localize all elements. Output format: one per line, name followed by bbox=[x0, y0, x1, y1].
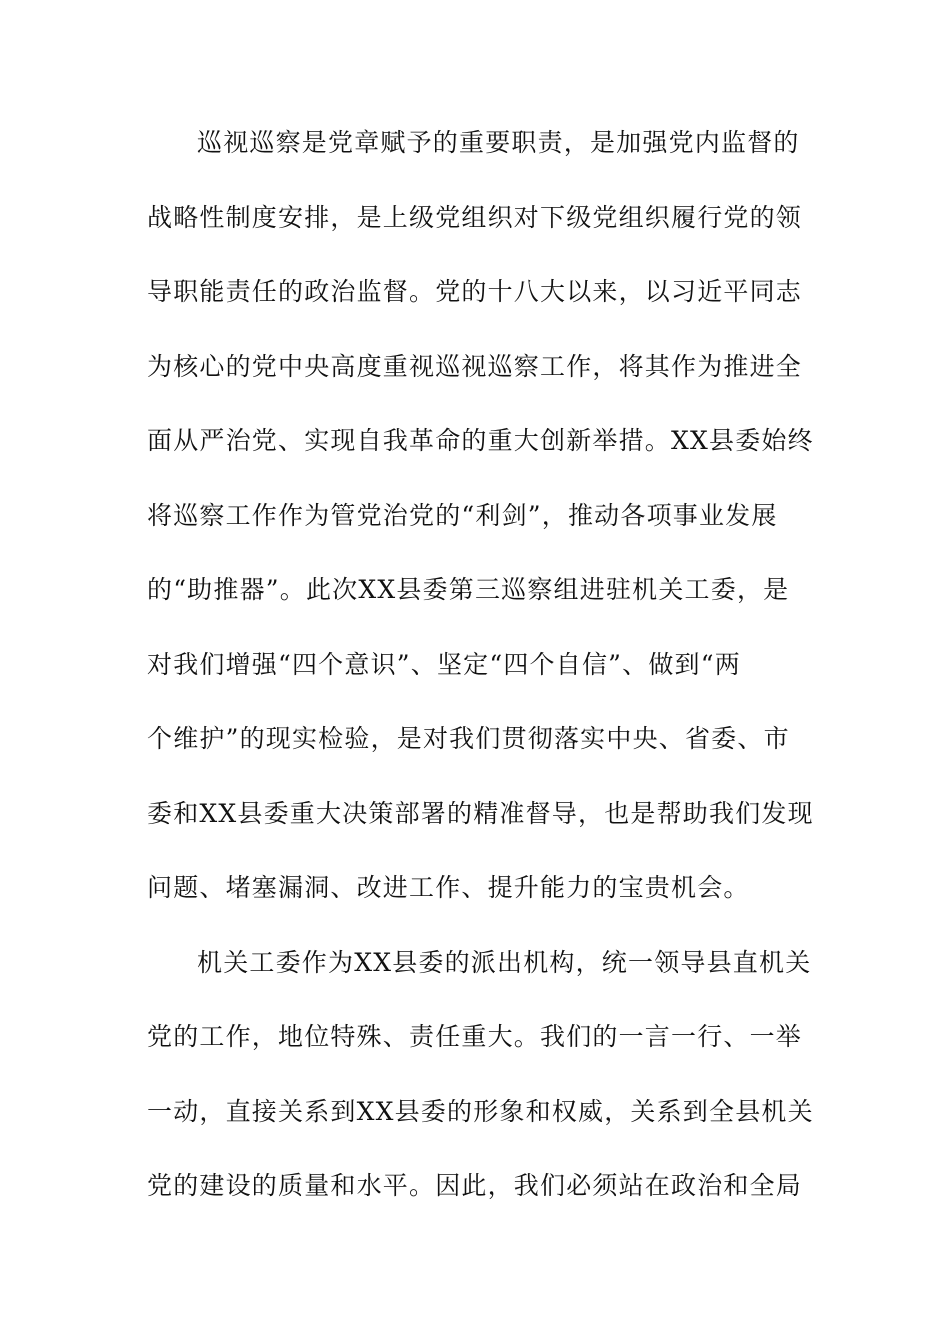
text-line: 问题、堵塞漏洞、改进工作、提升能力的宝贵机会。 bbox=[147, 873, 750, 902]
text-line: 为核心的党中央高度重视巡视巡察工作，将其作为推进全 bbox=[147, 351, 803, 381]
text-line: 一动，直接关系到XX县委的形象和权威，关系到全县机关 bbox=[147, 1096, 814, 1126]
paragraph-2 bbox=[147, 938, 814, 1236]
text-line: 委和XX县委重大决策部署的精准督导，也是帮助我们发现 bbox=[147, 798, 814, 828]
text-line: 将巡察工作作为管党治党的“利剑”，推动各项事业发展 bbox=[147, 500, 778, 530]
text-line: 导职能责任的政治监督。党的十八大以来，以习近平同志 bbox=[147, 277, 803, 306]
text-line: 党的建设的质量和水平。因此，我们必须站在政治和全局 bbox=[147, 1171, 803, 1200]
text-line: 战略性制度安排，是上级党组织对下级党组织履行党的领 bbox=[147, 202, 803, 232]
text-line: 个维护”的现实检验，是对我们贯彻落实中央、省委、市 bbox=[147, 724, 790, 753]
text-line: 的“助推器”。此次XX县委第三巡察组进驻机关工委，是 bbox=[147, 575, 790, 604]
text-line: 对我们增强“四个意识”、坚定“四个自信”、做到“两 bbox=[147, 649, 741, 679]
document-body bbox=[147, 118, 814, 1236]
text-line: 机关工委作为XX县委的派出机构，统一领导县直机关 bbox=[197, 947, 812, 977]
text-line: 党的工作，地位特殊、责任重大。我们的一言一行、一举 bbox=[147, 1022, 803, 1051]
paragraph-1 bbox=[147, 118, 814, 938]
text-line: 巡视巡察是党章赋予的重要职责，是加强党内监督的 bbox=[197, 128, 800, 157]
text-line: 面从严治党、实现自我革命的重大创新举措。XX县委始终 bbox=[147, 426, 814, 455]
